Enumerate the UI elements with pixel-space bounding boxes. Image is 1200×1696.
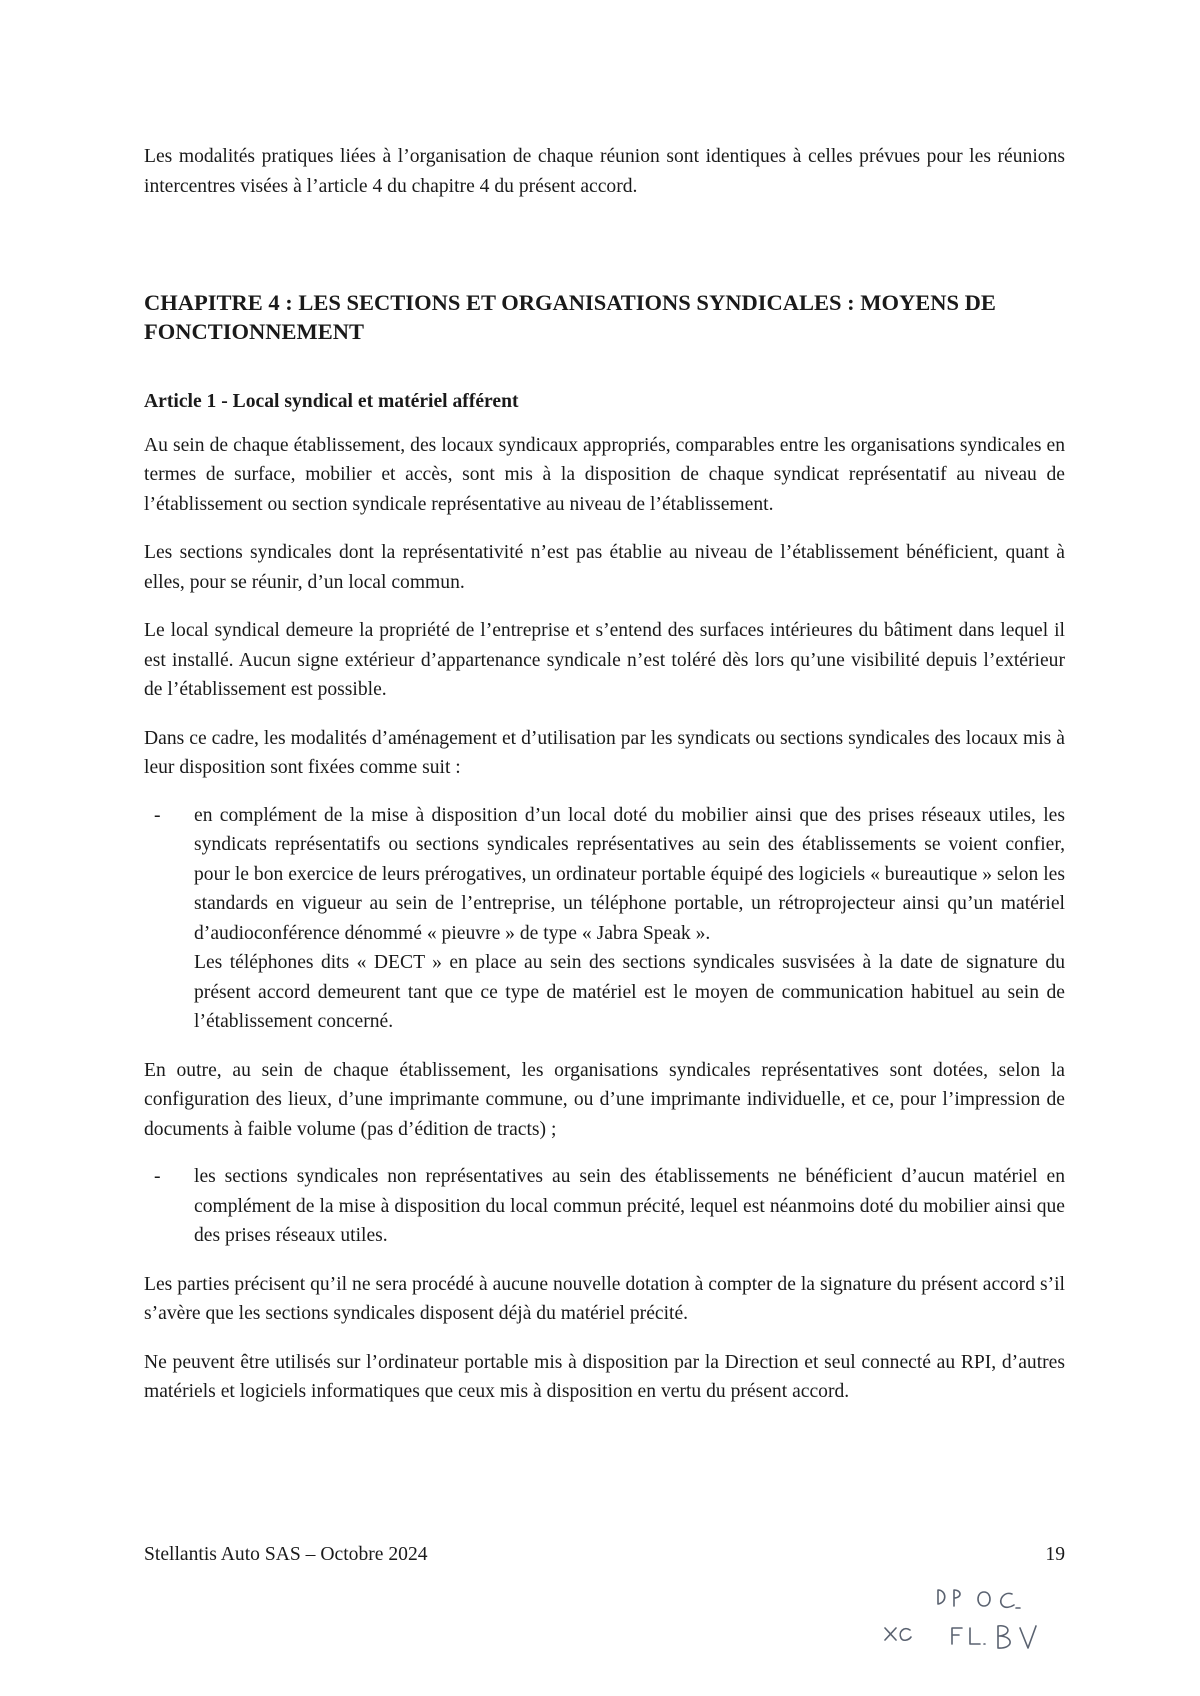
bullet-text-dect: Les téléphones dits « DECT » en place au sein des sections syndicales susvisées à la date de signature du présent accord demeurent tant que ce type de matériel est le moyen de communication habituel au sein de l’établissement concerné. <box>194 952 1065 1032</box>
bullet-text-non-representatives: les sections syndicales non représentatives au sein des établissements ne bénéficient d’aucun matériel en complément de la mise à disposition du local commun précité, lequel est néanmoins doté du mobilier ainsi que des prises réseaux utiles. <box>194 1166 1065 1246</box>
paragraph-modalites: Dans ce cadre, les modalités d’aménagement et d’utilisation par les syndicats ou sections syndicales des locaux mis à leur disposition sont fixées comme suit : <box>144 727 1065 778</box>
bullet-dash: - <box>154 1166 161 1187</box>
paragraph-dotation: Les parties précisent qu’il ne sera procédé à aucune nouvelle dotation à compter de la signature du présent accord s’il s’avère que les sections syndicales disposent déjà du matériel précité. <box>144 1273 1065 1324</box>
intro-paragraph: Les modalités pratiques liées à l’organisation de chaque réunion sont identiques à celles prévues pour les réunions intercentres visées à l’article 4 du chapitre 4 du présent accord. <box>144 146 1065 197</box>
paragraph-imprimante: En outre, au sein de chaque établissement, les organisations syndicales représentatives sont dotées, selon la configuration des lieux, d’une imprimante commune, ou d’une imprimante individuelle, et ce, pour l’impression de documents à faible volume (pas d’édition de tracts) ; <box>144 1059 1065 1140</box>
article-heading: Article 1 - Local syndical et matériel afférent <box>144 391 519 412</box>
document-body <box>144 142 1065 1407</box>
list-item <box>144 801 1065 1037</box>
paragraph-locaux: Au sein de chaque établissement, des locaux syndicaux appropriés, comparables entre les organisations syndicales en termes de surface, mobilier et accès, sont mis à la disposition de chaque syndicat représentatif au niveau de l’établissement ou section syndicale représentative au niveau de l’établissement. <box>144 434 1065 515</box>
list-item <box>144 1162 1065 1251</box>
paragraph-ordinateur: Ne peuvent être utilisés sur l’ordinateur portable mis à disposition par la Direction et seul connecté au RPI, d’autres matériels et logiciels informatiques que ceux mis à disposition en vertu du présent accord. <box>144 1351 1065 1402</box>
chapter-title: CHAPITRE 4 : LES SECTIONS ET ORGANISATIONS SYNDICALES : MOYENS DE FONCTIONNEMENT <box>144 290 996 344</box>
page-number: 19 <box>1045 1544 1065 1565</box>
bullet-dash: - <box>154 804 161 826</box>
footer-company-date: Stellantis Auto SAS – Octobre 2024 <box>144 1544 428 1565</box>
paragraph-propriete: Le local syndical demeure la propriété de l’entreprise et s’entend des surfaces intérieures du bâtiment dans lequel il est installé. Aucun signe extérieur d’appartenance syndicale n’est toléré dès lors qu’une visibilité depuis l’extérieur de l’établissement est possible. <box>144 620 1065 700</box>
bullet-text-materiel: en complément de la mise à disposition d’un local doté du mobilier ainsi que des prises réseaux utiles, les syndicats représentatifs ou sections syndicales représentatives au sein des établissements se voient confier, pour le bon exercice de leurs prérogatives, un ordinateur portable équipé des logiciels « bureautique » selon les standards en vigueur au sein de l’entreprise, un téléphone portable, un rétroprojecteur ainsi qu’un matériel d’audioconférence dénommé « pieuvre » de type « Jabra Speak ». <box>194 804 1065 944</box>
paragraph-local-commun: Les sections syndicales dont la représentativité n’est pas établie au niveau de l’établissement bénéficient, quant à elles, pour se réunir, d’un local commun. <box>144 542 1065 593</box>
handwritten-initials <box>880 1578 1080 1668</box>
page-footer <box>144 1544 1065 1566</box>
